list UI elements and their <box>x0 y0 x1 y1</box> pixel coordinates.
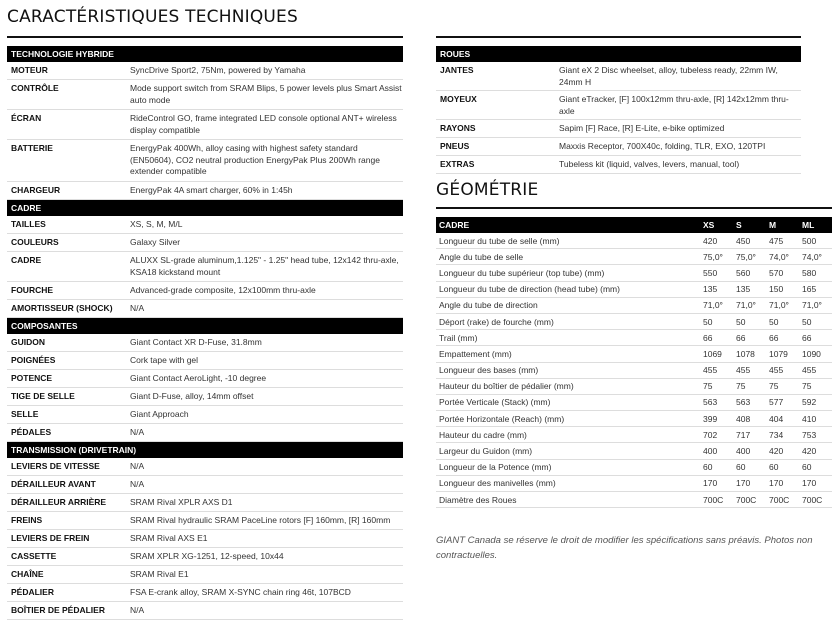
section-heading: COMPOSANTES <box>7 318 403 334</box>
spec-row <box>7 334 403 352</box>
spec-section <box>7 200 403 318</box>
geometry-row <box>436 346 832 362</box>
disclaimer: GIANT Canada se réserve le droit de modifier les spécifications sans préavis. Photos non contractuelles. <box>436 535 813 561</box>
geometry-value: 700C <box>766 492 799 508</box>
spec-value: N/A <box>130 479 145 489</box>
spec-row <box>7 584 403 602</box>
spec-label: TIGE DE SELLE <box>11 391 75 401</box>
geometry-value: 75,0° <box>733 249 766 265</box>
spec-label: FREINS <box>11 515 43 525</box>
geometry-table-wrapper <box>436 207 832 508</box>
geometry-row <box>436 265 832 281</box>
spec-value: N/A <box>130 605 145 615</box>
spec-label: COULEURS <box>11 237 59 247</box>
spec-label: PÉDALIER <box>11 587 54 597</box>
page-title: CARACTÉRISTIQUES TECHNIQUES <box>7 7 298 27</box>
geometry-measure-label: Trail (mm) <box>436 330 700 346</box>
spec-value: SRAM Rival XPLR AXS D1 <box>130 497 233 507</box>
spec-row <box>7 602 403 620</box>
spec-value: SRAM Rival AXS E1 <box>130 533 208 543</box>
spec-row <box>436 91 801 120</box>
geometry-value: 66 <box>766 330 799 346</box>
spec-value: Giant Contact AeroLight, -10 degree <box>130 373 267 383</box>
geometry-row <box>436 249 832 265</box>
geometry-value: 399 <box>700 411 733 427</box>
spec-row <box>7 140 403 182</box>
spec-label: JANTES <box>440 65 474 75</box>
left-spec-column <box>7 36 403 620</box>
spec-value: N/A <box>130 461 145 471</box>
geometry-value: 560 <box>733 265 766 281</box>
spec-value: RideControl GO, frame integrated LED console optional ANT+ wireless display compatible <box>130 113 397 135</box>
geometry-row <box>436 378 832 394</box>
geometry-measure-label: Empattement (mm) <box>436 346 700 362</box>
spec-label: LEVIERS DE VITESSE <box>11 461 100 471</box>
geometry-measure-label: Angle du tube de direction <box>436 297 700 313</box>
geometry-value: 50 <box>766 313 799 329</box>
geometry-measure-label: Longueur du tube supérieur (top tube) (mm) <box>436 265 700 281</box>
geometry-row <box>436 281 832 297</box>
geometry-value: 150 <box>766 281 799 297</box>
geometry-value: 420 <box>799 443 832 459</box>
geometry-value: 1090 <box>799 346 832 362</box>
geometry-value: 450 <box>733 233 766 249</box>
geometry-header-size: M <box>766 217 799 233</box>
geometry-header-size: XS <box>700 217 733 233</box>
geometry-value: 71,0° <box>733 297 766 313</box>
geometry-value: 135 <box>700 281 733 297</box>
geometry-value: 71,0° <box>799 297 832 313</box>
geometry-value: 455 <box>766 362 799 378</box>
geometry-value: 75 <box>799 378 832 394</box>
geometry-value: 500 <box>799 233 832 249</box>
geometry-row <box>436 492 832 508</box>
geometry-row <box>436 233 832 249</box>
geometry-value: 408 <box>733 411 766 427</box>
spec-value: Mode support switch from SRAM Blips, 5 power levels plus Smart Assist auto mode <box>130 83 402 105</box>
spec-label: GUIDON <box>11 337 45 347</box>
geometry-row <box>436 459 832 475</box>
spec-value: N/A <box>130 303 145 313</box>
geometry-value: 50 <box>799 313 832 329</box>
spec-row <box>7 80 403 110</box>
geometry-value: 75,0° <box>700 249 733 265</box>
spec-label: BOÎTIER DE PÉDALIER <box>11 605 105 615</box>
spec-row <box>7 300 403 318</box>
spec-label: MOYEUX <box>440 94 477 104</box>
spec-value: Tubeless kit (liquid, valves, levers, manual, tool) <box>559 159 740 169</box>
geometry-value: 60 <box>766 459 799 475</box>
geometry-value: 420 <box>700 233 733 249</box>
spec-label: FOURCHE <box>11 285 54 295</box>
geometry-row <box>436 297 832 313</box>
geometry-header-label: CADRE <box>436 217 700 233</box>
section-heading: CADRE <box>7 200 403 216</box>
spec-label: DÉRAILLEUR ARRIÈRE <box>11 497 107 507</box>
geometry-value: 50 <box>700 313 733 329</box>
geometry-value: 420 <box>766 443 799 459</box>
geometry-value: 563 <box>733 394 766 410</box>
spec-row <box>7 512 403 530</box>
spec-label: MOTEUR <box>11 65 48 75</box>
section-heading: TRANSMISSION (DRIVETRAIN) <box>7 442 403 458</box>
geometry-measure-label: Déport (rake) de fourche (mm) <box>436 313 700 329</box>
spec-value: ALUXX SL-grade aluminum,1.125" - 1.25" head tube, 12x142 thru-axle, KSA18 kickstand mount <box>130 255 399 277</box>
spec-value: EnergyPak 4A smart charger, 60% in 1:45h <box>130 185 293 195</box>
spec-label: CHARGEUR <box>11 185 61 195</box>
spec-label: CONTRÔLE <box>11 83 59 93</box>
geometry-row <box>436 330 832 346</box>
spec-row <box>7 252 403 282</box>
geometry-value: 563 <box>700 394 733 410</box>
geometry-value: 135 <box>733 281 766 297</box>
geometry-title: GÉOMÉTRIE <box>436 180 539 200</box>
spec-value: Galaxy Silver <box>130 237 181 247</box>
spec-row <box>436 156 801 174</box>
spec-row <box>7 566 403 584</box>
spec-row <box>436 120 801 138</box>
geometry-value: 592 <box>799 394 832 410</box>
geometry-value: 74,0° <box>799 249 832 265</box>
spec-row <box>7 548 403 566</box>
geometry-value: 170 <box>799 475 832 491</box>
spec-section <box>7 442 403 620</box>
spec-value: Giant eTracker, [F] 100x12mm thru-axle, [R] 142x12mm thru-axle <box>559 94 789 116</box>
geometry-value: 577 <box>766 394 799 410</box>
spec-value: FSA E-crank alloy, SRAM X-SYNC chain ring 46t, 107BCD <box>130 587 351 597</box>
spec-section <box>7 46 403 200</box>
geometry-value: 475 <box>766 233 799 249</box>
spec-label: LEVIERS DE FREIN <box>11 533 90 543</box>
spec-label: POTENCE <box>11 373 53 383</box>
geometry-measure-label: Portée Verticale (Stack) (mm) <box>436 394 700 410</box>
geometry-value: 165 <box>799 281 832 297</box>
spec-value: XS, S, M, M/L <box>130 219 183 229</box>
geometry-value: 74,0° <box>766 249 799 265</box>
geometry-measure-label: Longueur des bases (mm) <box>436 362 700 378</box>
geometry-measure-label: Longueur de la Potence (mm) <box>436 459 700 475</box>
geometry-row <box>436 443 832 459</box>
geometry-value: 170 <box>700 475 733 491</box>
geometry-table <box>436 217 832 508</box>
spec-row <box>436 62 801 91</box>
spec-value: N/A <box>130 427 145 437</box>
geometry-value: 400 <box>700 443 733 459</box>
geometry-value: 50 <box>733 313 766 329</box>
spec-label: DÉRAILLEUR AVANT <box>11 479 96 489</box>
geometry-value: 60 <box>733 459 766 475</box>
wheels-spec-column <box>436 36 801 174</box>
spec-row <box>7 494 403 512</box>
geometry-value: 170 <box>766 475 799 491</box>
spec-label: PÉDALES <box>11 427 52 437</box>
spec-label: CADRE <box>11 255 42 265</box>
divider <box>436 36 801 38</box>
geometry-value: 60 <box>799 459 832 475</box>
spec-label: SELLE <box>11 409 39 419</box>
geometry-value: 66 <box>799 330 832 346</box>
spec-label: POIGNÉES <box>11 355 56 365</box>
geometry-value: 717 <box>733 427 766 443</box>
spec-label: CASSETTE <box>11 551 57 561</box>
spec-value: Sapim [F] Race, [R] E-Lite, e-bike optimized <box>559 123 725 133</box>
spec-value: Giant Approach <box>130 409 189 419</box>
geometry-row <box>436 475 832 491</box>
geometry-row <box>436 394 832 410</box>
geometry-row <box>436 313 832 329</box>
geometry-measure-label: Diamètre des Roues <box>436 492 700 508</box>
geometry-value: 700C <box>733 492 766 508</box>
spec-row <box>7 530 403 548</box>
geometry-value: 60 <box>700 459 733 475</box>
spec-value: Giant D-Fuse, alloy, 14mm offset <box>130 391 254 401</box>
spec-row <box>7 216 403 234</box>
spec-value: Advanced-grade composite, 12x100mm thru-axle <box>130 285 316 295</box>
geometry-value: 75 <box>733 378 766 394</box>
geometry-value: 1079 <box>766 346 799 362</box>
spec-row <box>7 370 403 388</box>
spec-row <box>7 110 403 140</box>
geometry-value: 753 <box>799 427 832 443</box>
spec-label: EXTRAS <box>440 159 475 169</box>
spec-row <box>7 406 403 424</box>
spec-label: PNEUS <box>440 141 470 151</box>
geometry-value: 400 <box>733 443 766 459</box>
spec-value: Giant Contact XR D-Fuse, 31.8mm <box>130 337 262 347</box>
geometry-header-size: S <box>733 217 766 233</box>
geometry-row <box>436 427 832 443</box>
geometry-value: 66 <box>733 330 766 346</box>
spec-row <box>7 424 403 442</box>
geometry-measure-label: Angle du tube de selle <box>436 249 700 265</box>
geometry-value: 455 <box>733 362 766 378</box>
geometry-header-size: ML <box>799 217 832 233</box>
spec-value: SRAM Rival E1 <box>130 569 189 579</box>
geometry-value: 702 <box>700 427 733 443</box>
divider <box>436 207 832 209</box>
geometry-measure-label: Longueur du tube de direction (head tube) (mm) <box>436 281 700 297</box>
geometry-measure-label: Hauteur du cadre (mm) <box>436 427 700 443</box>
spec-value: EnergyPak 400Wh, alloy casing with highest safety standard (EN50604), CO2 neutral production EnergyPak Plus 200Wh range extender compatible <box>130 143 380 176</box>
geometry-value: 75 <box>700 378 733 394</box>
spec-value: Giant eX 2 Disc wheelset, alloy, tubeless ready, 22mm IW, 24mm H <box>559 65 778 87</box>
spec-row <box>7 62 403 80</box>
spec-row <box>7 282 403 300</box>
geometry-value: 75 <box>766 378 799 394</box>
geometry-value: 1078 <box>733 346 766 362</box>
geometry-value: 71,0° <box>766 297 799 313</box>
geometry-value: 170 <box>733 475 766 491</box>
geometry-value: 700C <box>799 492 832 508</box>
spec-value: Cork tape with gel <box>130 355 199 365</box>
spec-value: Maxxis Receptor, 700X40c, folding, TLR, EXO, 120TPI <box>559 141 766 151</box>
geometry-value: 734 <box>766 427 799 443</box>
geometry-value: 580 <box>799 265 832 281</box>
geometry-value: 71,0° <box>700 297 733 313</box>
spec-label: TAILLES <box>11 219 46 229</box>
geometry-row <box>436 411 832 427</box>
spec-row <box>7 182 403 200</box>
geometry-measure-label: Portée Horizontale (Reach) (mm) <box>436 411 700 427</box>
geometry-measure-label: Longueur des manivelles (mm) <box>436 475 700 491</box>
spec-label: RAYONS <box>440 123 476 133</box>
spec-label: BATTERIE <box>11 143 53 153</box>
spec-row <box>7 388 403 406</box>
spec-value: SyncDrive Sport2, 75Nm, powered by Yamaha <box>130 65 306 75</box>
geometry-value: 404 <box>766 411 799 427</box>
geometry-measure-label: Largeur du Guidon (mm) <box>436 443 700 459</box>
spec-label: CHAÎNE <box>11 569 44 579</box>
spec-label: ÉCRAN <box>11 113 42 123</box>
geometry-value: 410 <box>799 411 832 427</box>
section-heading: TECHNOLOGIE HYBRIDE <box>7 46 403 62</box>
spec-section <box>7 318 403 442</box>
geometry-value: 455 <box>700 362 733 378</box>
spec-section <box>436 46 801 174</box>
spec-value: SRAM Rival hydraulic SRAM PaceLine rotors [F] 160mm, [R] 160mm <box>130 515 391 525</box>
spec-row <box>7 352 403 370</box>
geometry-value: 66 <box>700 330 733 346</box>
geometry-value: 1069 <box>700 346 733 362</box>
geometry-value: 570 <box>766 265 799 281</box>
geometry-value: 700C <box>700 492 733 508</box>
spec-row <box>7 476 403 494</box>
geometry-measure-label: Longueur du tube de selle (mm) <box>436 233 700 249</box>
spec-label: AMORTISSEUR (SHOCK) <box>11 303 113 313</box>
spec-row <box>436 138 801 156</box>
spec-value: SRAM XPLR XG-1251, 12-speed, 10x44 <box>130 551 284 561</box>
divider <box>7 36 403 38</box>
geometry-value: 455 <box>799 362 832 378</box>
section-heading: ROUES <box>436 46 801 62</box>
spec-row <box>7 234 403 252</box>
spec-row <box>7 458 403 476</box>
geometry-measure-label: Hauteur du boîtier de pédalier (mm) <box>436 378 700 394</box>
geometry-row <box>436 362 832 378</box>
geometry-value: 550 <box>700 265 733 281</box>
